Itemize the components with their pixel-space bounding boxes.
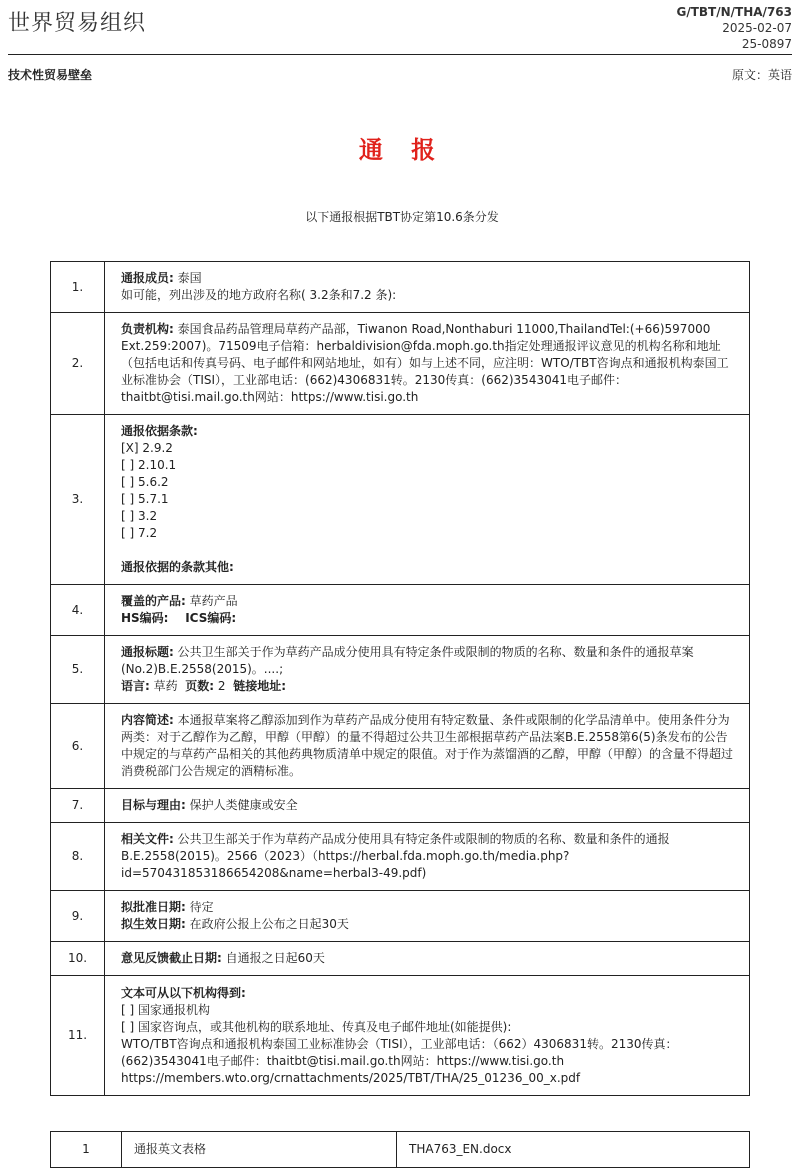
- field-label: 内容简述:: [121, 713, 174, 727]
- field-label: 通报依据条款:: [121, 424, 198, 438]
- table-row: [51, 262, 750, 313]
- row-content: [105, 262, 750, 313]
- table-row: [51, 704, 750, 789]
- field-label: 意见反馈截止日期:: [121, 951, 222, 965]
- table-row: [51, 636, 750, 704]
- field-value: 本通报草案将乙醇添加到作为草药产品成分使用有特定数量、条件或限制的化学品清单中。使用条件分为两类：对于乙醇作为乙醇，甲醇（甲醇）的量不得超过公共卫生部根据草药产品法案B.E.2558第6(5)条发布的公告中规定的与草药产品相关的其他药典物质清单中规定的限值。对于作为蒸馏酒的乙醇，甲醇（甲醇）的含量不得超过消费税部门公告规定的酒精标准。: [121, 713, 734, 778]
- table-row: [51, 1132, 750, 1168]
- field-value: 草药产品: [185, 594, 238, 608]
- row-number: 9.: [51, 891, 105, 942]
- field-label: 通报标题:: [121, 645, 174, 659]
- field-value: WTO/TBT咨询点和通报机构泰国工业标准协会（TISI），工业部电话：（662）4306831转。2130传真：(662)3543041电子邮件：thaitbt@tisi.mail.go.th网站：https://www.tisi.go.th: [121, 1036, 678, 1068]
- language-value: 草药: [149, 679, 178, 693]
- row-number: 2.: [51, 313, 105, 415]
- row-number: 8.: [51, 823, 105, 891]
- file-name[interactable]: THA763_EN.docx: [397, 1132, 750, 1168]
- notification-table: [50, 261, 750, 1096]
- document-reference: [676, 4, 792, 52]
- ics-code-label: ICS编码:: [185, 611, 237, 625]
- row-content: [105, 585, 750, 636]
- field-value: 在政府公报上公布之日起30天: [185, 917, 349, 931]
- field-value: 泰国: [173, 271, 202, 285]
- row-content: [105, 636, 750, 704]
- field-label: 负责机构:: [121, 322, 174, 336]
- hs-code-label: HS编码:: [121, 611, 169, 625]
- row-content: [105, 942, 750, 976]
- row-content: [105, 823, 750, 891]
- original-language: 原文：英语: [731, 68, 792, 82]
- row-content: [105, 789, 750, 823]
- field-value: 待定: [185, 900, 214, 914]
- row-content: [105, 976, 750, 1096]
- field-label: 拟批准日期:: [121, 900, 186, 914]
- table-row: [51, 789, 750, 823]
- spacer: [121, 542, 733, 559]
- document-number: 25-0897: [741, 37, 792, 51]
- table-row: [51, 313, 750, 415]
- page-title: 通 报: [358, 136, 446, 164]
- row-content: [105, 891, 750, 942]
- table-row: [51, 585, 750, 636]
- checkbox-item: [ ] 2.10.1: [121, 458, 177, 472]
- checkbox-item: [ ] 3.2: [121, 509, 158, 523]
- attachment-link[interactable]: https://members.wto.org/crnattachments/2025/TBT/THA/25_01236_00_x.pdf: [121, 1070, 581, 1085]
- document-date: 2025-02-07: [722, 21, 792, 35]
- checkbox-item: [X] 2.9.2: [121, 441, 173, 455]
- field-label: 相关文件:: [121, 832, 174, 846]
- row-content: [105, 704, 750, 789]
- checkbox-item: [ ] 5.7.1: [121, 492, 169, 506]
- row-number: 5.: [51, 636, 105, 704]
- field-value: 泰国食品药品管理局草药产品部，Tiwanon Road,Nonthaburi 11000,ThailandTel:(+66)597000 Ext.259:2007)。71509电子信箱：herbaldivision@fda.moph.go.th指定处理通报评议意见的机构名称和地址（包括电话和传真号码、电子邮件和网站地址，如有）如与上述不同，应注明：WTO/TBT咨询点和通报机构泰国工业标准协会（TISI），工业部电话：(662)4306831转。2130传真：(662)3543041电子邮件：thaitbt@tisi.mail.go.th网站：https://www.tisi.go.th: [121, 322, 729, 404]
- row-number: 11.: [51, 976, 105, 1096]
- row-number: 3.: [51, 415, 105, 585]
- field-label: 拟生效日期:: [121, 917, 186, 931]
- committee-name: 技术性贸易壁垒: [8, 68, 93, 82]
- file-description: 通报英文表格: [122, 1132, 397, 1168]
- field-label: 覆盖的产品:: [121, 594, 186, 608]
- field-value: 自通报之日起60天: [221, 951, 325, 965]
- field-value: 保护人类健康或安全: [185, 798, 298, 812]
- field-value: 公共卫生部关于作为草药产品成分使用具有特定条件或限制的物质的名称、数量和条件的通报B.E.2558(2015)。2566（2023）（https://herbal.fda.moph.go.th/media.php?id=570431853186654208&name=herbal3-49.pdf): [121, 832, 670, 880]
- checkbox-item: [ ] 国家通报机构: [121, 1002, 210, 1017]
- org-name: 世界贸易组织: [8, 11, 147, 36]
- link-label: 链接地址:: [233, 679, 286, 693]
- page-subtitle: 以下通报根据TBT协定第10.6条分发: [305, 210, 499, 224]
- language-label: 语言:: [121, 679, 150, 693]
- row-number: 7.: [51, 789, 105, 823]
- row-number: 6.: [51, 704, 105, 789]
- field-note: 如可能，列出涉及的地方政府名称( 3.2条和7.2 条):: [121, 288, 397, 302]
- row-number: 4.: [51, 585, 105, 636]
- attachments-table: [50, 1131, 750, 1168]
- file-number: 1: [51, 1132, 122, 1168]
- checkbox-item: [ ] 国家咨询点，或其他机构的联系地址、传真及电子邮件地址(如能提供):: [121, 1019, 512, 1034]
- field-label: 文本可从以下机构得到:: [121, 985, 246, 1000]
- field-label: 通报成员:: [121, 271, 174, 285]
- table-row: [51, 976, 750, 1096]
- header-divider: [8, 54, 792, 55]
- table-row: [51, 823, 750, 891]
- pages-label: 页数:: [185, 679, 215, 693]
- row-content: [105, 415, 750, 585]
- checkbox-item: [ ] 5.6.2: [121, 475, 169, 489]
- table-row: [51, 891, 750, 942]
- field-label: 通报依据的条款其他:: [121, 560, 234, 574]
- field-value: 公共卫生部关于作为草药产品成分使用具有特定条件或限制的物质的名称、数量和条件的通报草案(No.2)B.E.2558(2015)。....;: [121, 645, 694, 676]
- row-number: 10.: [51, 942, 105, 976]
- row-number: 1.: [51, 262, 105, 313]
- field-label: 目标与理由:: [121, 798, 186, 812]
- table-row: [51, 415, 750, 585]
- row-content: [105, 313, 750, 415]
- checkbox-item: [ ] 7.2: [121, 526, 158, 540]
- document-symbol: G/TBT/N/THA/763: [676, 5, 792, 19]
- table-row: [51, 942, 750, 976]
- pages-value: 2: [214, 679, 226, 693]
